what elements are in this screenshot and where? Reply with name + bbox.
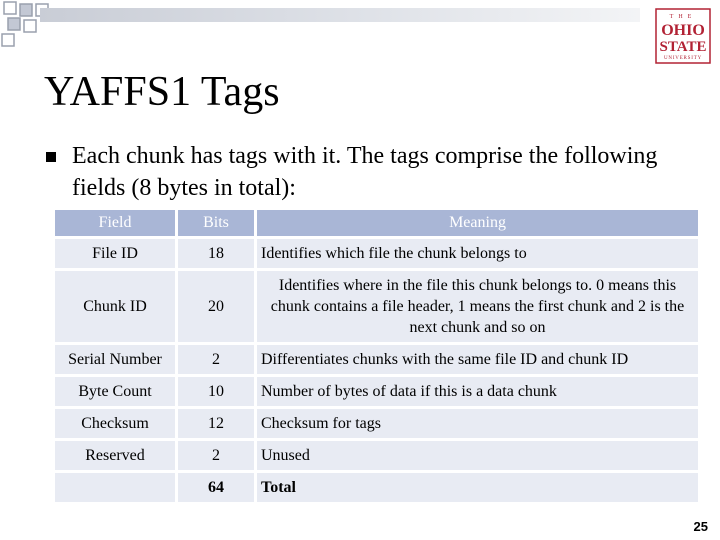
cell-meaning-total: Total	[257, 473, 698, 502]
cell-field: Byte Count	[55, 377, 175, 406]
table-row	[55, 377, 698, 406]
cell-field-total	[55, 473, 175, 502]
cell-bits: 20	[178, 271, 254, 342]
logo-line-ohio: OHIO	[661, 22, 705, 39]
page-number: 25	[693, 519, 708, 534]
header-field: Field	[55, 210, 175, 236]
table-row	[55, 441, 698, 470]
cell-bits: 12	[178, 409, 254, 438]
ohio-state-logo	[655, 8, 711, 64]
logo-line-university: UNIVERSITY	[664, 56, 702, 61]
logo-line-the: THE	[669, 14, 697, 20]
table-row	[55, 271, 698, 342]
cell-field: Checksum	[55, 409, 175, 438]
header-bits: Bits	[178, 210, 254, 236]
top-decoration-bar	[40, 8, 640, 22]
logo-line-state: STATE	[659, 39, 707, 55]
table-row	[55, 345, 698, 374]
cell-bits: 10	[178, 377, 254, 406]
table-total-row	[55, 473, 698, 502]
table-row	[55, 239, 698, 268]
cell-meaning: Number of bytes of data if this is a data chunk	[257, 377, 698, 406]
cell-field: Chunk ID	[55, 271, 175, 342]
cell-bits: 18	[178, 239, 254, 268]
cell-field: Reserved	[55, 441, 175, 470]
header-meaning: Meaning	[257, 210, 698, 236]
cell-bits-total: 64	[178, 473, 254, 502]
table-header-row	[55, 210, 698, 236]
cell-field: Serial Number	[55, 345, 175, 374]
cell-field: File ID	[55, 239, 175, 268]
cell-bits: 2	[178, 441, 254, 470]
table-row	[55, 409, 698, 438]
bullet-marker-icon	[46, 152, 56, 162]
slide-title: YAFFS1 Tags	[44, 69, 280, 115]
cell-meaning: Unused	[257, 441, 698, 470]
cell-meaning: Differentiates chunks with the same file ID and chunk ID	[257, 345, 698, 374]
cell-meaning: Checksum for tags	[257, 409, 698, 438]
bullet-text: Each chunk has tags with it. The tags comprise the following fields (8 bytes in total):	[72, 143, 658, 201]
cell-bits: 2	[178, 345, 254, 374]
cell-meaning: Identifies which file the chunk belongs to	[257, 239, 698, 268]
cell-meaning: Identifies where in the file this chunk belongs to. 0 means this chunk contains a file header, 1 means the first chunk and 2 is the next chunk and so on	[257, 271, 698, 342]
yaffs-tags-table	[52, 207, 701, 505]
